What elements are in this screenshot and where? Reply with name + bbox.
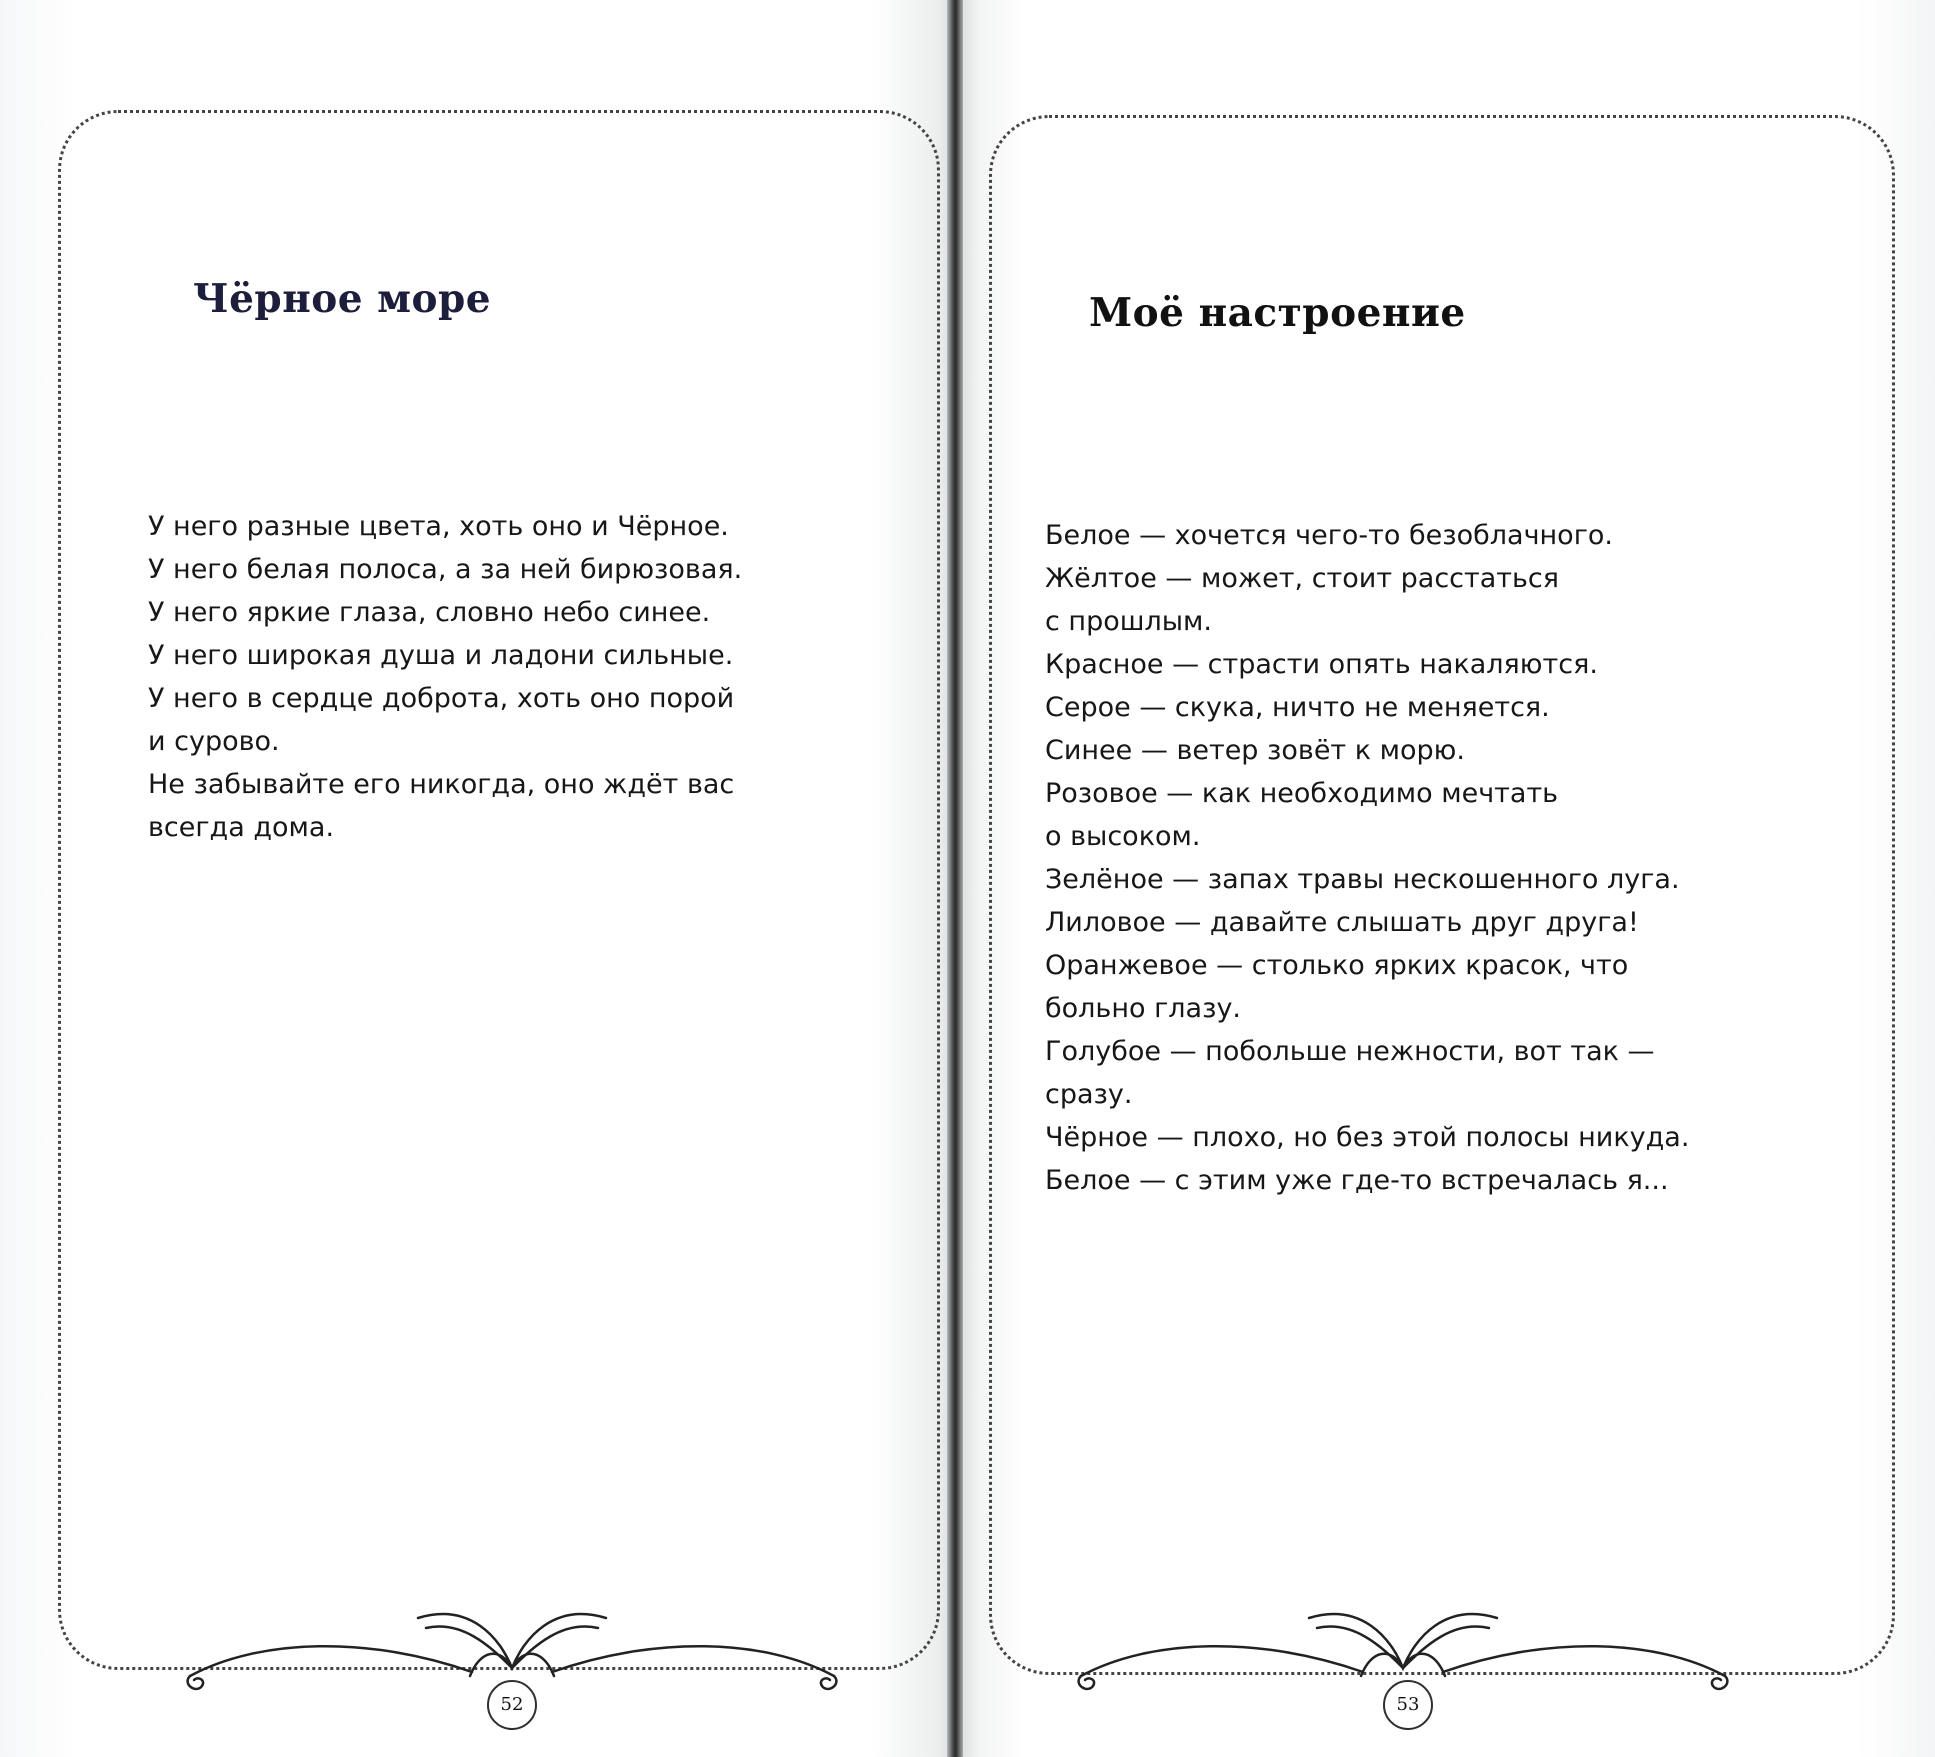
poem-line: Чёрное — плохо, но без этой полосы никуда. — [1045, 1122, 1690, 1153]
poem-line: У него белая полоса, а за ней бирюзовая. — [148, 554, 743, 585]
poem-line: Зелёное — запах травы нескошенного луга. — [1045, 864, 1680, 895]
page-number: 52 — [487, 1680, 537, 1730]
poem-line: Голубое — побольше нежности, вот так — — [1045, 1036, 1655, 1067]
poem-line: о высоком. — [1045, 821, 1201, 852]
right-page — [963, 0, 1935, 1757]
poem-line: с прошлым. — [1045, 606, 1212, 637]
poem-line: Розовое — как необходимо мечтать — [1045, 778, 1559, 809]
poem-title: Моё настроение — [1089, 290, 1466, 336]
poem-text — [1045, 514, 1689, 1202]
poem-line: и сурово. — [148, 726, 280, 757]
poem-line: Красное — страсти опять накаляются. — [1045, 649, 1598, 680]
poem-line: У него широкая душа и ладони сильные. — [148, 640, 734, 671]
poem-line: Лиловое — давайте слышать друг друга! — [1045, 907, 1639, 938]
poem-line: У него в сердце доброта, хоть оно порой — [148, 683, 735, 714]
poem-line: Синее — ветер зовёт к морю. — [1045, 735, 1465, 766]
poem-line: Белое — с этим уже где-то встречалась я... — [1045, 1165, 1669, 1196]
poem-line: Серое — скука, ничто не меняется. — [1045, 692, 1550, 723]
dotted-frame — [58, 110, 940, 1670]
poem-title: Чёрное море — [193, 276, 492, 322]
poem-line: сразу. — [1045, 1079, 1133, 1110]
poem-line: больно глазу. — [1045, 993, 1242, 1024]
book-spine — [947, 0, 963, 1757]
poem-line: Белое — хочется чего-то безоблачного. — [1045, 520, 1613, 551]
poem-line: У него разные цвета, хоть оно и Чёрное. — [148, 511, 729, 542]
poem-line: Не забывайте его никогда, оно ждёт вас — [148, 769, 735, 800]
poem-line: Жёлтое — может, стоит расстаться — [1045, 563, 1560, 594]
poem-line: всегда дома. — [148, 812, 335, 843]
left-page — [0, 0, 947, 1757]
page-number: 53 — [1383, 1680, 1433, 1730]
poem-text — [148, 505, 742, 849]
poem-line: У него яркие глаза, словно небо синее. — [148, 597, 711, 628]
poem-line: Оранжевое — столько ярких красок, что — [1045, 950, 1629, 981]
